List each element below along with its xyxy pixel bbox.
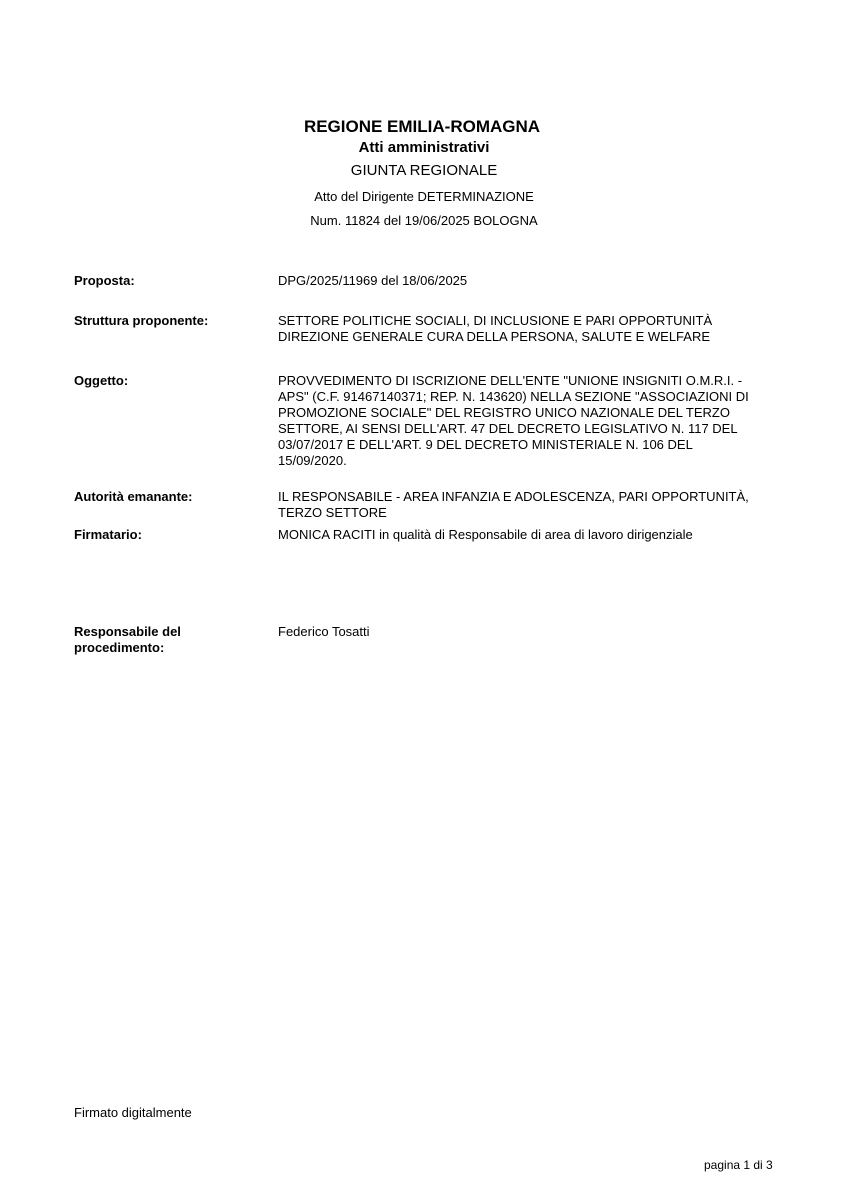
struttura-line: DIREZIONE GENERALE CURA DELLA PERSONA, SALUTE E WELFARE	[278, 329, 711, 344]
oggetto-line: 03/07/2017 E DELL'ART. 9 DEL DECRETO MINISTERIALE N. 106 DEL	[278, 437, 693, 452]
proposta-value: DPG/2025/11969 del 18/06/2025	[278, 273, 468, 288]
responsabile-label	[74, 624, 264, 656]
oggetto-line: PROMOZIONE SOCIALE" DEL REGISTRO UNICO NAZIONALE DEL TERZO	[278, 405, 730, 420]
responsabile-label-line: Responsabile del	[74, 624, 181, 639]
responsabile-value: Federico Tosatti	[278, 624, 370, 639]
autorita-value	[278, 489, 794, 521]
responsabile-label-line: procedimento:	[74, 640, 165, 655]
acts-subtitle: Atti amministrativi	[358, 139, 490, 156]
act-type: Atto del Dirigente DETERMINAZIONE	[314, 189, 534, 204]
document-header	[0, 117, 848, 228]
oggetto-label: Oggetto:	[74, 373, 129, 388]
giunta-title: GIUNTA REGIONALE	[350, 162, 498, 179]
oggetto-line: APS" (C.F. 91467140371; REP. N. 143620) NELLA SEZIONE "ASSOCIAZIONI DI	[278, 389, 749, 404]
oggetto-line: 15/09/2020.	[278, 453, 347, 468]
struttura-value	[278, 313, 794, 345]
oggetto-line: PROVVEDIMENTO DI ISCRIZIONE DELL'ENTE "UNIONE INSIGNITI O.M.R.I. -	[278, 373, 743, 388]
autorita-label: Autorità emanante:	[74, 489, 193, 504]
digital-signature-note: Firmato digitalmente	[74, 1105, 192, 1120]
struttura-line: SETTORE POLITICHE SOCIALI, DI INCLUSIONE E PARI OPPORTUNITÀ	[278, 313, 713, 328]
oggetto-line: SETTORE, AI SENSI DELL'ART. 47 DEL DECRETO LEGISLATIVO N. 117 DEL	[278, 421, 738, 436]
autorita-line: TERZO SETTORE	[278, 505, 387, 520]
oggetto-value	[278, 373, 794, 469]
page-number: pagina 1 di 3	[704, 1158, 773, 1172]
region-title: REGIONE EMILIA-ROMAGNA	[303, 117, 541, 136]
autorita-line: IL RESPONSABILE - AREA INFANZIA E ADOLESCENZA, PARI OPPORTUNITÀ,	[278, 489, 749, 504]
proposta-label: Proposta:	[74, 273, 135, 288]
firmatario-label: Firmatario:	[74, 527, 142, 542]
struttura-label: Struttura proponente:	[74, 313, 209, 328]
act-number: Num. 11824 del 19/06/2025 BOLOGNA	[310, 213, 538, 228]
firmatario-value: MONICA RACITI in qualità di Responsabile di area di lavoro dirigenziale	[278, 527, 693, 542]
